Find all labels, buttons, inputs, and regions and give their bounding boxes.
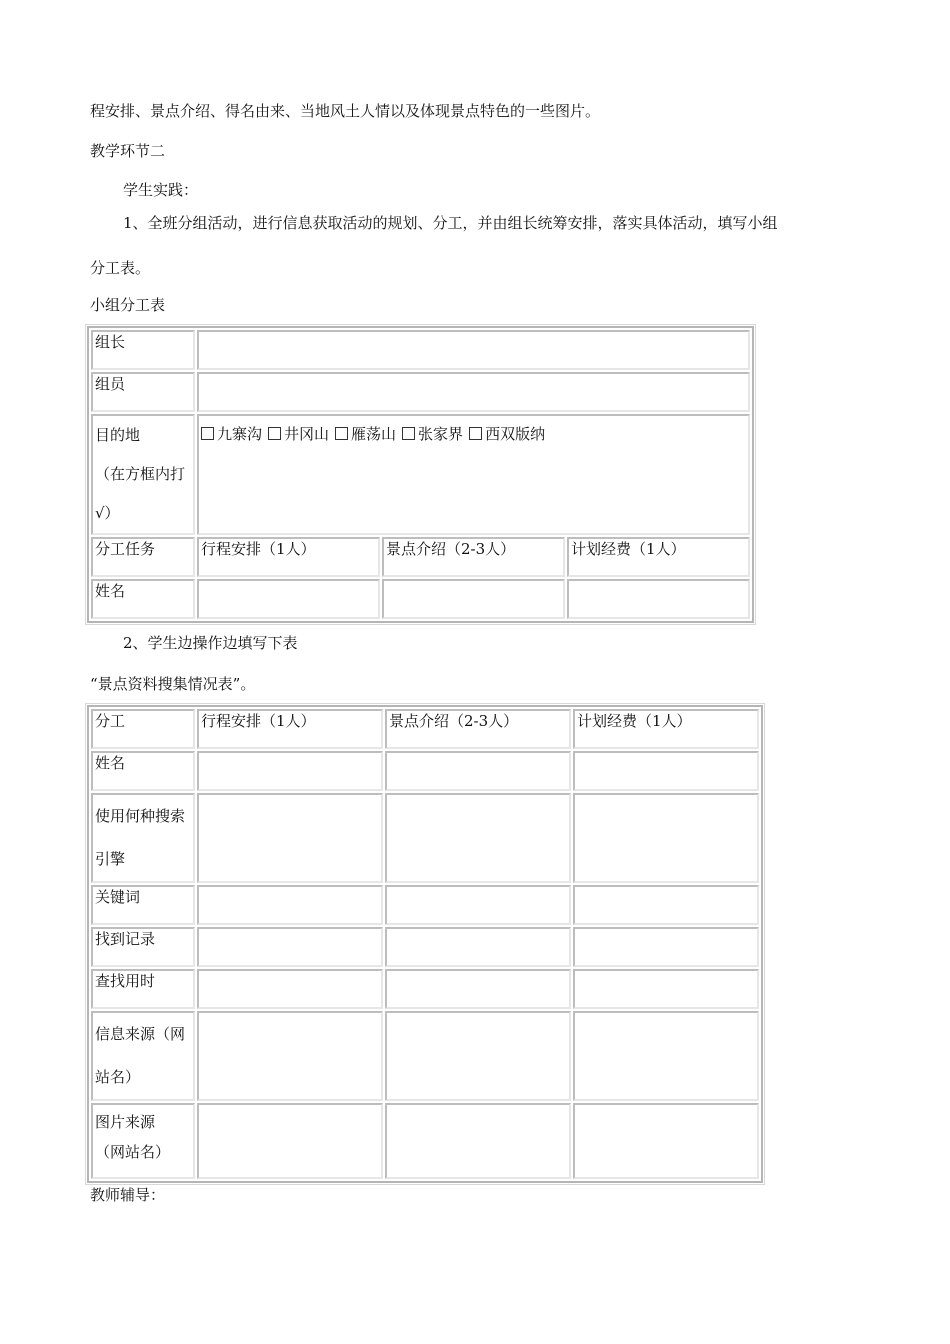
practice-heading: 学生实践：: [123, 181, 199, 199]
row-label-records-found: 找到记录: [91, 927, 195, 967]
header-budget: 计划经费（1人）: [573, 709, 759, 749]
table-cell[interactable]: [573, 969, 759, 1009]
option-yandangshan[interactable]: 雁荡山: [335, 425, 396, 443]
checkbox-icon[interactable]: [335, 427, 348, 440]
members-label: 组员: [91, 372, 195, 412]
header-itinerary: 行程安排（1人）: [197, 709, 383, 749]
row-label-search-time: 查找用时: [91, 969, 195, 1009]
table-row: [91, 927, 759, 967]
task-label: 分工任务: [91, 537, 195, 577]
leader-input-cell[interactable]: [197, 330, 750, 370]
row-label-keywords: 关键词: [91, 885, 195, 925]
scenic-info-table: [87, 705, 763, 1183]
table-row: [91, 793, 759, 883]
table-cell[interactable]: [385, 1011, 571, 1101]
name-label: 姓名: [91, 579, 195, 619]
option-xishuangbanna[interactable]: 西双版纳: [469, 425, 545, 443]
name-row: [91, 579, 750, 619]
step1-text-line2: 分工表。: [90, 259, 151, 277]
row-label-info-source: 信息来源（网 站名）: [91, 1011, 195, 1101]
name-scenic-cell[interactable]: [382, 579, 565, 619]
table-cell[interactable]: [197, 969, 383, 1009]
checkbox-icon[interactable]: [469, 427, 482, 440]
table-cell[interactable]: [197, 885, 383, 925]
checkbox-icon[interactable]: [268, 427, 281, 440]
destination-label: [91, 414, 195, 535]
task-itinerary: 行程安排（1人）: [197, 537, 380, 577]
row-label-image-source: 图片来源 （网站名）: [91, 1103, 195, 1179]
name-budget-cell[interactable]: [567, 579, 750, 619]
table-row: [91, 885, 759, 925]
table-cell[interactable]: [385, 927, 571, 967]
table-row: [91, 751, 759, 791]
table-cell[interactable]: [385, 969, 571, 1009]
table-cell[interactable]: [573, 751, 759, 791]
members-row: [91, 372, 750, 412]
table-cell[interactable]: [573, 927, 759, 967]
destination-label-line3: √）: [95, 504, 120, 522]
table-cell[interactable]: [385, 1103, 571, 1179]
step1-text-line1: 1、全班分组活动，进行信息获取活动的规划、分工，并由组长统筹安排，落实具体活动，填写小组: [123, 214, 778, 232]
table-cell[interactable]: [197, 1011, 383, 1101]
table-cell[interactable]: [573, 1103, 759, 1179]
table-row: [91, 1103, 759, 1179]
option-jiuzhaigou[interactable]: 九寨沟: [201, 425, 262, 443]
task-row: [91, 537, 750, 577]
table-cell[interactable]: [197, 927, 383, 967]
table-cell[interactable]: [385, 793, 571, 883]
table-row: [91, 969, 759, 1009]
table1-caption: 小组分工表: [90, 296, 166, 314]
table-cell[interactable]: [197, 1103, 383, 1179]
teacher-guide-heading: 教师辅导：: [90, 1186, 166, 1204]
task-budget: 计划经费（1人）: [567, 537, 750, 577]
option-zhangjiajie[interactable]: 张家界: [402, 425, 463, 443]
table-row: [91, 1011, 759, 1101]
destination-options: [197, 414, 750, 535]
leader-label: 组长: [91, 330, 195, 370]
leader-row: [91, 330, 750, 370]
step2-text-line1: 2、学生边操作边填写下表: [123, 634, 298, 652]
table-cell[interactable]: [573, 793, 759, 883]
header-label: 分工: [91, 709, 195, 749]
destination-row: [91, 414, 750, 535]
members-input-cell[interactable]: [197, 372, 750, 412]
name-itinerary-cell[interactable]: [197, 579, 380, 619]
intro-line: 程安排、景点介绍、得名由来、当地风土人情以及体现景点特色的一些图片。: [90, 102, 601, 120]
table-cell[interactable]: [197, 751, 383, 791]
section-heading: 教学环节二: [90, 142, 166, 160]
task-scenic-intro: 景点介绍（2-3人）: [382, 537, 565, 577]
row-label-search-engine: 使用何种搜索 引擎: [91, 793, 195, 883]
table-cell[interactable]: [385, 885, 571, 925]
destination-label-line1: 目的地: [95, 426, 141, 444]
step2-text-line2: “景点资料搜集情况表”。: [90, 675, 256, 693]
table-cell[interactable]: [385, 751, 571, 791]
destination-label-line2: （在方框内打: [95, 465, 186, 483]
option-jinggangshan[interactable]: 井冈山: [268, 425, 329, 443]
checkbox-icon[interactable]: [402, 427, 415, 440]
table-cell[interactable]: [573, 885, 759, 925]
checkbox-icon[interactable]: [201, 427, 214, 440]
header-row: [91, 709, 759, 749]
row-label-name: 姓名: [91, 751, 195, 791]
header-scenic-intro: 景点介绍（2-3人）: [385, 709, 571, 749]
group-division-table: [87, 326, 754, 623]
table-cell[interactable]: [573, 1011, 759, 1101]
table-cell[interactable]: [197, 793, 383, 883]
